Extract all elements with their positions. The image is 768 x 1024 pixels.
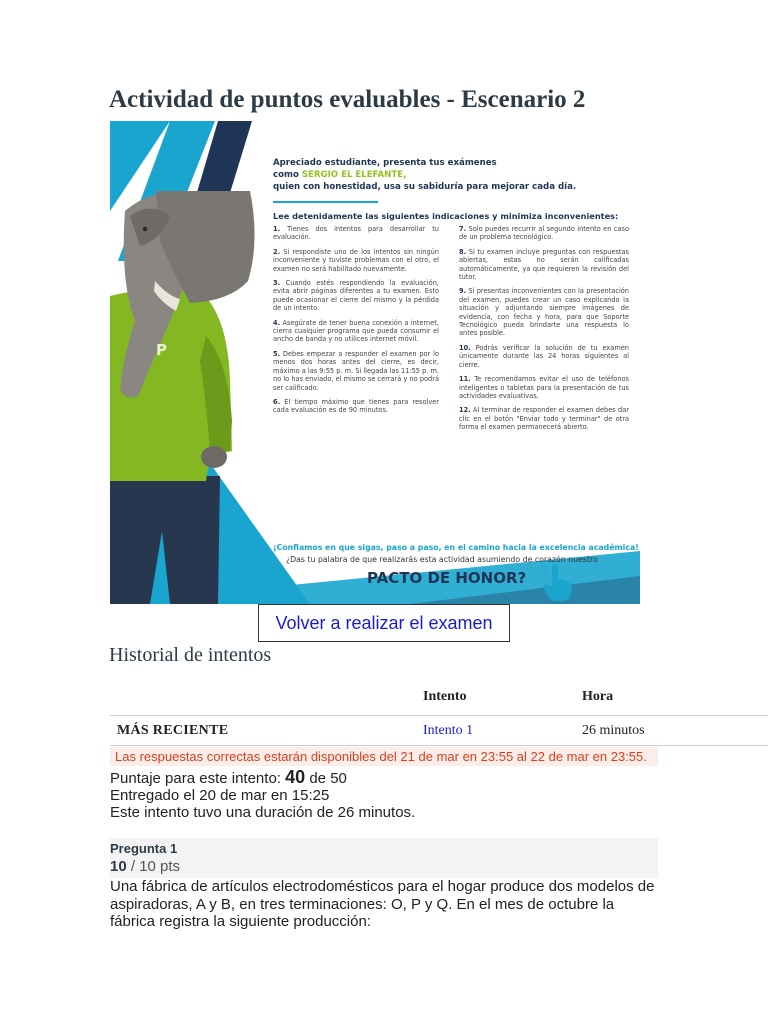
banner-lead: Lee detenidamente las siguientes indicaciones y minimiza inconvenientes:	[273, 211, 619, 221]
rule-text: Cuando estés respondiendo la evaluación, evita abrir páginas diferentes a tu examen. Esto puede ocasionar el cierre del mismo y la pérdida de un intento.	[273, 279, 439, 313]
greeting-prefix: como	[273, 170, 299, 180]
attempt-score	[110, 767, 347, 788]
rule-text: Podrás verificar la solución de tu examen únicamente durante las 24 horas siguientes al cierre.	[459, 343, 629, 369]
question-header	[110, 838, 658, 878]
banner-closing-line-1: ¡Confiamos en que sigas, paso a paso, en el camino hacia la excelencia académica!	[273, 543, 639, 552]
row-label-most-recent: MÁS RECIENTE	[117, 723, 229, 738]
submitted-date: Entregado el 20 de mar en 15:25	[110, 787, 330, 804]
score-label: Puntaje para este intento:	[110, 770, 281, 787]
rule-text: El tiempo máximo que tienes para resolver cada evaluación es de 90 minutos.	[273, 397, 439, 415]
hoodie-logo: P	[156, 341, 167, 359]
rule-item	[459, 248, 629, 282]
table-divider	[110, 745, 768, 746]
rule-item	[459, 287, 629, 337]
rule-item	[273, 398, 439, 415]
rule-number: 5.	[273, 349, 281, 358]
rule-text: Solo puedes recurrir al segundo intento en caso de un problema tecnológico.	[459, 225, 629, 242]
rule-number: 1.	[273, 225, 281, 233]
rule-number: 12.	[459, 406, 471, 415]
history-title: Historial de intentos	[109, 644, 272, 666]
rule-number: 7.	[459, 225, 467, 233]
rule-text: Al terminar de responder el examen debes dar clic en el botón "Enviar todo y terminar" de otra forma el examen permanecerá abierto.	[459, 406, 629, 432]
rule-number: 2.	[273, 247, 281, 256]
rules-right-column	[459, 225, 629, 438]
rule-item	[273, 279, 439, 313]
greeting-highlight: SERGIO EL ELEFANTE,	[301, 170, 407, 180]
pointer-hand-icon	[542, 565, 576, 601]
rule-item	[273, 225, 439, 242]
rule-text: Si presentas inconvenientes con la presentación del examen, puedes crear un caso explicando la situación y adjuntando siempre imágenes de evidencia, con fecha y hora, para que Soporte Tecnológico pueda brindarte una respuesta lo antes posible.	[459, 287, 629, 338]
rule-text: Si respondiste uno de los intentos sin ningún inconveniente y tuviste problemas con el otro, el examen no será habilitado nuevamente.	[273, 247, 439, 273]
answers-availability-notice: Las respuestas correctas estarán disponibles del 21 de mar en 23:55 al 22 de mar en 23:55.	[110, 747, 658, 766]
retake-exam-button[interactable]: Volver a realizar el examen	[258, 604, 510, 642]
rule-item	[273, 350, 439, 392]
banner-greeting	[273, 157, 576, 193]
greeting-line-3: quien con honestidad, usa su sabiduría para mejorar cada día.	[273, 182, 577, 192]
rule-number: 4.	[273, 318, 281, 327]
greeting-line-1: Apreciado estudiante, presenta tus exámenes	[273, 158, 497, 168]
question-points	[110, 858, 180, 875]
question-text: Una fábrica de artículos electrodomésticos para el hogar produce dos modelos de aspiradoras, A y B, en tres terminaciones: O, P y Q. En el mes de octubre la fábrica registra la siguiente producción:	[110, 878, 655, 930]
attempt-time: 26 minutos	[582, 723, 645, 738]
question-points-total: / 10 pts	[130, 858, 181, 875]
rule-text: Debes empezar a responder el examen por lo menos dos horas antes del cierre, es decir, máximo a las 9:55 p. m. Si llegada las 11:55 p. m. no lo has enviado, el mismo se cerrará y no podrá ser calificado.	[273, 349, 439, 392]
rule-text: Si tu examen incluye preguntas con respuestas abiertas, estas no serán calificadas automáticamente, ya que requieren la revisión del tutor.	[459, 247, 629, 282]
rule-number: 10.	[459, 343, 471, 352]
question-points-earned: 10	[110, 858, 127, 875]
rule-text: Te recomendamos evitar el uso de teléfonos inteligentes o tabletas para la presentación de tus actividades evaluativas.	[459, 375, 629, 400]
attempt-duration: Este intento tuvo una duración de 26 minutos.	[110, 804, 416, 821]
rule-number: 9.	[459, 287, 467, 296]
rule-item	[459, 375, 629, 400]
pacto-de-honor: PACTO DE HONOR?	[367, 569, 527, 587]
rules-left-column	[273, 225, 439, 421]
score-total: de 50	[309, 770, 347, 787]
rule-number: 3.	[273, 279, 281, 288]
rule-number: 6.	[273, 397, 281, 406]
rule-item	[459, 406, 629, 431]
attempt-1-link[interactable]: Intento 1	[423, 723, 474, 738]
column-header-attempt: Intento	[423, 689, 467, 704]
greeting-line-2	[273, 169, 576, 181]
rule-item	[273, 248, 439, 273]
score-value: 40	[285, 767, 306, 787]
rule-item	[459, 225, 629, 242]
banner-closing-line-2: ¿Das tu palabra de que realizarás esta actividad asumiendo de corazón nuestro	[286, 555, 598, 564]
page-title: Actividad de puntos evaluables - Escenario 2	[109, 86, 586, 113]
rule-item	[273, 319, 439, 344]
rule-text: Asegúrate de tener buena conexión a internet, cierra cualquier programa que pueda consumir el ancho de banda y no utilices internet móvil.	[273, 318, 439, 344]
rule-item	[459, 344, 629, 369]
table-divider	[110, 715, 768, 716]
question-title: Pregunta 1	[110, 841, 178, 856]
rule-number: 11.	[459, 375, 471, 384]
rule-number: 8.	[459, 247, 467, 256]
column-header-time: Hora	[582, 689, 614, 704]
honor-pact-banner	[110, 121, 640, 604]
rule-text: Tienes dos intentos para desarrollar tu evaluación.	[273, 225, 439, 242]
